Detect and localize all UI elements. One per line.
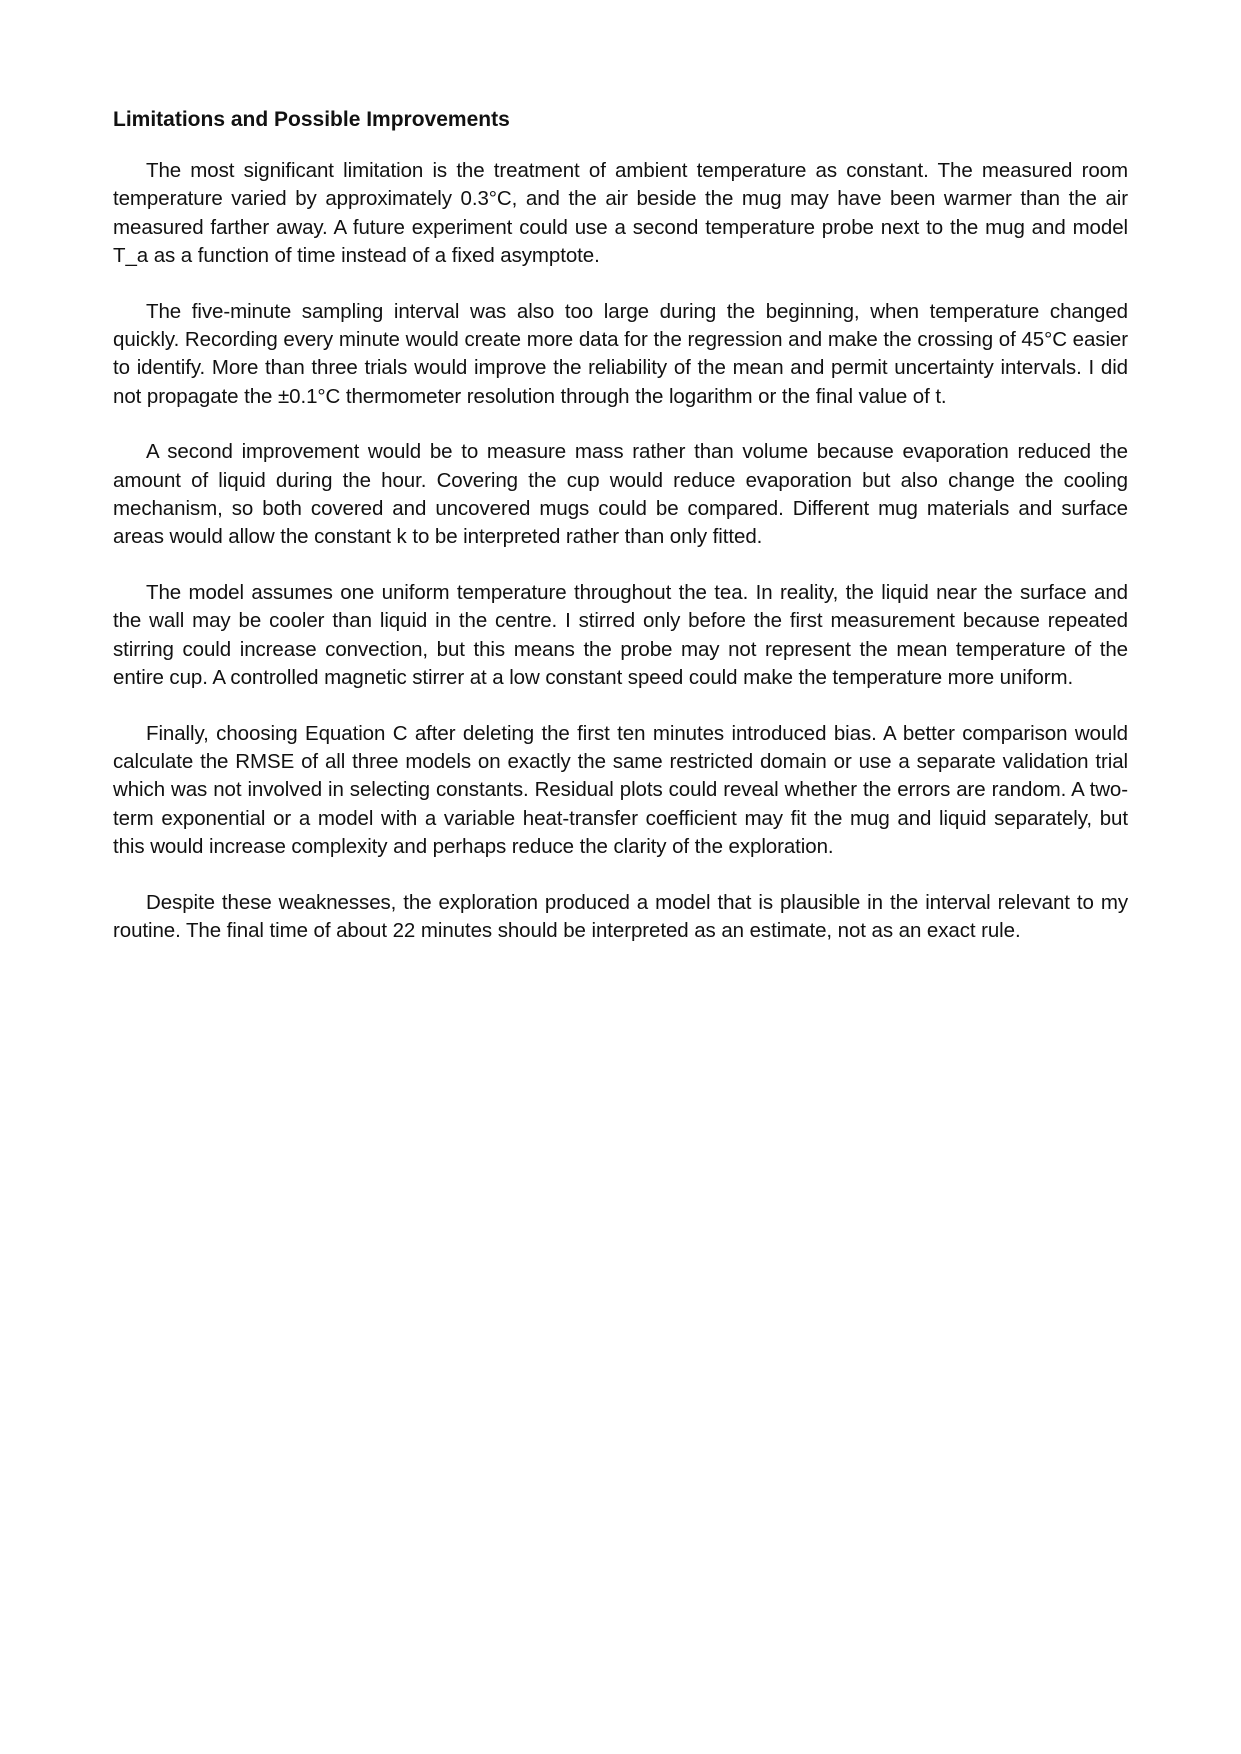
paragraph-uniform-temperature-assumption: The model assumes one uniform temperature throughout the tea. In reality, the liquid near the surface and the wall may be cooler than liquid in the centre. I stirred only before the first measurement because repeated stirring could increase convection, but this means the probe may not represent the mean temperature of the entire cup. A controlled magnetic stirrer at a low constant speed could make the temperature more uniform. bbox=[113, 581, 1128, 689]
paragraph-mass-and-evaporation-improvement: A second improvement would be to measure mass rather than volume because evaporation reduced the amount of liquid during the hour. Covering the cup would reduce evaporation but also change the cooling mechanism, so both covered and uncovered mugs could be compared. Different mug materials and surface areas would allow the constant k to be interpreted rather than only fitted. bbox=[113, 440, 1128, 549]
document-content bbox=[113, 106, 1128, 973]
paragraph-conclusion: Despite these weaknesses, the exploration produced a model that is plausible in the interval relevant to my routine. The final time of about 22 minutes should be interpreted as an estimate, not as an exact rule. bbox=[113, 890, 1128, 943]
section-title: Limitations and Possible Improvements bbox=[113, 108, 510, 131]
paragraph-model-selection-bias: Finally, choosing Equation C after deleting the first ten minutes introduced bias. A better comparison would calculate the RMSE of all three models on exactly the same restricted domain or use a separate validation trial which was not involved in selecting constants. Residual plots could reveal whether the errors are random. A two-term exponential or a model with a variable heat-transfer coefficient may fit the mug and liquid separately, but this would increase complexity and perhaps reduce the clarity of the exploration. bbox=[113, 721, 1128, 858]
paragraph-sampling-interval-limitation: The five-minute sampling interval was also too large during the beginning, when temperature changed quickly. Recording every minute would create more data for the regression and make the crossing of 45°C easier to identify. More than three trials would improve the reliability of the mean and permit uncertainty intervals. I did not propagate the ±0.1°C thermometer resolution through the logarithm or the final value of t. bbox=[113, 299, 1128, 408]
paragraph-ambient-temperature-limitation: The most significant limitation is the treatment of ambient temperature as constant. The measured room temperature varied by approximately 0.3°C, and the air beside the mug may have been warmer than the air measured farther away. A future experiment could use a second temperature probe next to the mug and model T_a as a function of time instead of a fixed asymptote. bbox=[113, 159, 1128, 267]
